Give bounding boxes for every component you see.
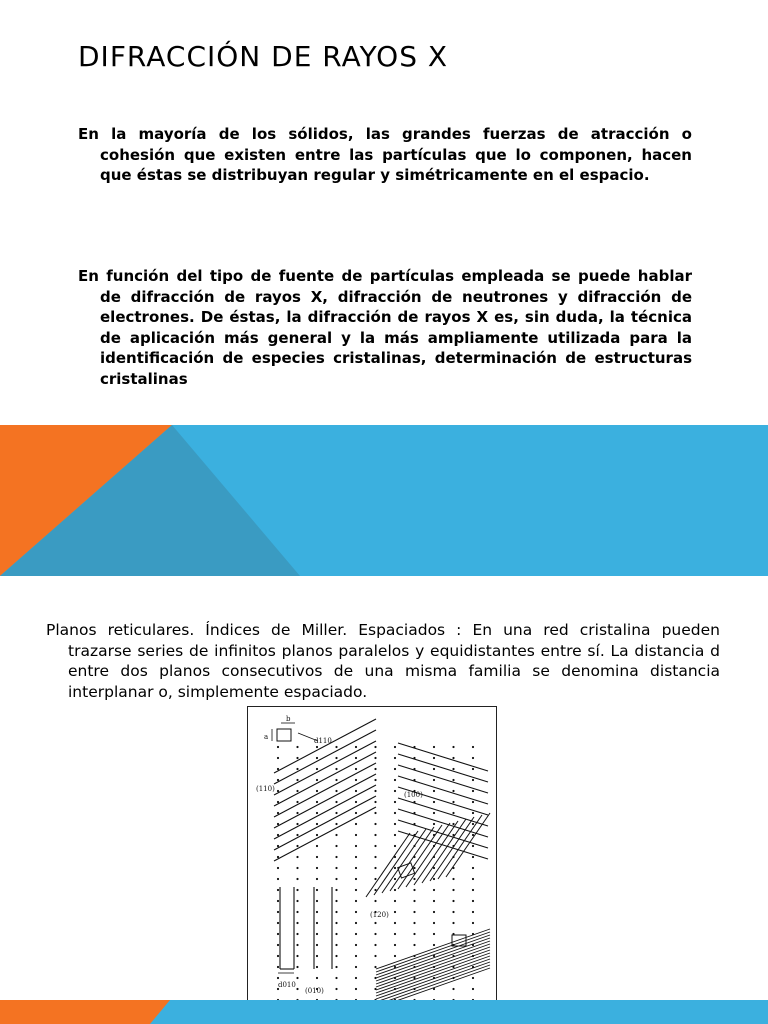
lattice-point [355, 790, 357, 792]
lattice-point [277, 845, 279, 847]
lattice-point [472, 900, 474, 902]
lattice-point [335, 757, 337, 759]
lattice-point [374, 768, 376, 770]
lattice-point [452, 878, 454, 880]
lattice-point [335, 746, 337, 748]
lattice-point [296, 834, 298, 836]
lattice-point [413, 900, 415, 902]
lattice-point [394, 955, 396, 957]
lattice-point [316, 933, 318, 935]
lattice-point [277, 746, 279, 748]
lattice-point [316, 779, 318, 781]
lattice-point [355, 988, 357, 990]
lattice-point [374, 933, 376, 935]
lattice-point [316, 856, 318, 858]
lattice-point [472, 856, 474, 858]
lattice-point [335, 867, 337, 869]
label-010: (010) [305, 987, 324, 995]
lattice-point [316, 922, 318, 924]
plane-120-line [398, 825, 442, 889]
lattice-point [296, 878, 298, 880]
lattice-point [374, 757, 376, 759]
lattice-point [394, 922, 396, 924]
lattice-point [472, 790, 474, 792]
lattice-point [296, 933, 298, 935]
lattice-point [316, 911, 318, 913]
plane-120-line [438, 815, 482, 879]
lattice-point [355, 911, 357, 913]
lattice-point [394, 746, 396, 748]
lattice-point [316, 823, 318, 825]
decorative-bottom-band [0, 1000, 768, 1024]
lattice-point [355, 977, 357, 979]
lattice-point [355, 768, 357, 770]
lattice-point [335, 834, 337, 836]
lattice-point [472, 812, 474, 814]
lattice-point [394, 900, 396, 902]
lattice-point [374, 878, 376, 880]
planes-320-lines [376, 929, 490, 1008]
lattice-point [472, 922, 474, 924]
lattice-point [277, 834, 279, 836]
lattice-point [335, 977, 337, 979]
lattice-point [277, 768, 279, 770]
lattice-point [316, 900, 318, 902]
lattice-point [374, 856, 376, 858]
planes-100-lines [398, 743, 488, 859]
lattice-point [374, 900, 376, 902]
plane-110-line [274, 796, 376, 850]
lattice-point [316, 878, 318, 880]
plane-110-line [274, 774, 376, 828]
lattice-point [355, 757, 357, 759]
lattice-point [394, 757, 396, 759]
lattice-point [472, 746, 474, 748]
lattice-point [355, 966, 357, 968]
lattice-point [316, 834, 318, 836]
lattice-point [277, 779, 279, 781]
lattice-point [296, 768, 298, 770]
lattice-point [296, 757, 298, 759]
lattice-point [335, 944, 337, 946]
lattice-point [452, 922, 454, 924]
lattice-point [355, 856, 357, 858]
lattice-point [355, 944, 357, 946]
lattice-point [452, 779, 454, 781]
lattice-point [335, 922, 337, 924]
lattice-point [296, 955, 298, 957]
lattice-point [433, 790, 435, 792]
lattice-point [394, 845, 396, 847]
lattice-point [433, 889, 435, 891]
lattice-point [316, 801, 318, 803]
lattice-point [374, 944, 376, 946]
plane-100-line [398, 776, 488, 804]
lattice-point [335, 845, 337, 847]
label-110: (110) [256, 785, 275, 793]
lattice-point [335, 955, 337, 957]
lattice-point [394, 867, 396, 869]
lattice-point [452, 911, 454, 913]
lattice-point [335, 768, 337, 770]
lattice-point [452, 900, 454, 902]
label-b: b [286, 715, 291, 723]
lattice-point [413, 911, 415, 913]
lattice-point [277, 955, 279, 957]
unit-cell-middle [398, 863, 415, 878]
lattice-point [394, 801, 396, 803]
miller-planes-caption: Planos reticulares. Índices de Miller. Espaciados : En una red cristalina pueden trazarse series de infinitos planos paralelos y equidistantes entre sí. La distancia d entre dos planos consecutivos de una misma familia se denomina distancia interplanar o, simplemente espaciado. [46, 621, 720, 701]
lattice-point [452, 757, 454, 759]
lattice-point [355, 834, 357, 836]
lattice-point [394, 823, 396, 825]
lattice-point [433, 922, 435, 924]
lattice-point [277, 878, 279, 880]
lattice-point [296, 944, 298, 946]
lattice-point [277, 911, 279, 913]
lattice-point [472, 911, 474, 913]
lattice-point [277, 933, 279, 935]
lattice-point [374, 845, 376, 847]
lattice-point [394, 933, 396, 935]
lattice-point [452, 889, 454, 891]
lattice-point [277, 966, 279, 968]
lattice-point [433, 768, 435, 770]
plane-120-line [414, 821, 458, 885]
plane-120-line [366, 833, 410, 897]
planes-010-lines [280, 887, 332, 969]
plane-320-line [376, 929, 490, 969]
lattice-point [394, 878, 396, 880]
lattice-point [296, 779, 298, 781]
lattice-point [452, 823, 454, 825]
lattice-point [277, 977, 279, 979]
lattice-point [374, 746, 376, 748]
lattice-point [472, 889, 474, 891]
label-120: (120) [370, 911, 389, 919]
lattice-point [394, 944, 396, 946]
lattice-point [433, 757, 435, 759]
plane-120-line [430, 817, 474, 881]
lattice-point [355, 878, 357, 880]
lattice-point [472, 845, 474, 847]
lattice-point [296, 966, 298, 968]
lattice-point [277, 790, 279, 792]
plane-120-line [390, 827, 434, 891]
plane-110-line [274, 807, 376, 861]
lattice-point [433, 878, 435, 880]
lattice-point [296, 823, 298, 825]
label-100: (100) [404, 791, 423, 799]
plane-320-line [376, 962, 490, 1002]
plane-110-line [274, 763, 376, 817]
lattice-point [472, 977, 474, 979]
lattice-point [374, 801, 376, 803]
lattice-point [335, 911, 337, 913]
plane-110-line [274, 741, 376, 795]
lattice-point [316, 845, 318, 847]
label-d110: d110 [314, 737, 332, 745]
lattice-point [296, 911, 298, 913]
lattice-point [394, 889, 396, 891]
lattice-point [316, 966, 318, 968]
lattice-point [335, 812, 337, 814]
lattice-point [355, 845, 357, 847]
paragraph-diffraction-types: En función del tipo de fuente de partículas empleada se puede hablar de difracción de rayos X, difracción de neutrones y difracción de electrones. De éstas, la difracción de rayos X es, sin duda, la técnica de aplicación más general y la más ampliamente utilizada para la identificación de especies cristalinas, determinación de estructuras cristalinas [78, 267, 692, 388]
lattice-point [472, 757, 474, 759]
unit-cell-top [277, 729, 291, 741]
plane-110-line [274, 785, 376, 839]
lattice-point [472, 801, 474, 803]
lattice-point [277, 900, 279, 902]
lattice-point [296, 790, 298, 792]
lattice-point [296, 856, 298, 858]
lattice-diagram [248, 707, 496, 1019]
lattice-point [355, 933, 357, 935]
lattice-point [394, 834, 396, 836]
lattice-point [394, 768, 396, 770]
lattice-point [374, 790, 376, 792]
lattice-point [433, 823, 435, 825]
plane-320-line [376, 938, 490, 978]
lattice-point [433, 801, 435, 803]
lattice-point [452, 988, 454, 990]
lattice-point [316, 889, 318, 891]
lattice-point [296, 922, 298, 924]
lattice-point [394, 779, 396, 781]
slide-title: DIFRACCIÓN DE RAYOS X [78, 40, 449, 73]
lattice-point [355, 867, 357, 869]
lattice-point [355, 922, 357, 924]
plane-120-line [422, 819, 466, 883]
lattice-point [433, 911, 435, 913]
lattice-point [413, 944, 415, 946]
lattice-point [316, 944, 318, 946]
lattice-point [413, 867, 415, 869]
lattice-point [374, 867, 376, 869]
lattice-point [316, 768, 318, 770]
lattice-point [316, 867, 318, 869]
lattice-point [277, 922, 279, 924]
lattice-point [296, 746, 298, 748]
plane-110-line [274, 752, 376, 806]
label-d010: d010 [278, 981, 296, 989]
lattice-point [335, 823, 337, 825]
lattice-point [277, 812, 279, 814]
lattice-point [335, 966, 337, 968]
lattice-point [335, 889, 337, 891]
lattice-point [355, 801, 357, 803]
lattice-point [355, 955, 357, 957]
plane-100-line [398, 798, 488, 826]
lattice-point [413, 922, 415, 924]
lattice-point [316, 790, 318, 792]
decorative-band [0, 425, 768, 576]
lattice-point [413, 933, 415, 935]
lattice-point [394, 911, 396, 913]
lattice-point [335, 801, 337, 803]
lattice-point [472, 779, 474, 781]
lattice-point [413, 889, 415, 891]
lattice-point [316, 977, 318, 979]
plane-100-line [398, 765, 488, 793]
lattice-point [472, 988, 474, 990]
lattice-point [296, 812, 298, 814]
label-a: a [264, 733, 269, 741]
lattice-point [374, 955, 376, 957]
paragraph-cohesion: En la mayoría de los sólidos, las grandes fuerzas de atracción o cohesión que existen entre las partículas que lo componen, hacen que éstas se distribuyan regular y simétricamente en el espacio. [78, 125, 692, 185]
lattice-planes-figure [247, 706, 497, 1020]
lattice-point [374, 966, 376, 968]
lattice-point [355, 779, 357, 781]
plane-320-line [376, 941, 490, 981]
lattice-point [277, 867, 279, 869]
lattice-point [472, 867, 474, 869]
lattice-point [472, 878, 474, 880]
lattice-point [413, 878, 415, 880]
lattice-point [452, 812, 454, 814]
lattice-point [335, 856, 337, 858]
lattice-point [316, 757, 318, 759]
lattice-point [374, 779, 376, 781]
lattice-point [277, 856, 279, 858]
lattice-point [452, 790, 454, 792]
lattice-point [277, 889, 279, 891]
plane-120-line [382, 829, 426, 893]
lattice-point [433, 944, 435, 946]
lattice-point [374, 834, 376, 836]
plane-120-line [446, 813, 490, 877]
lattice-point [374, 812, 376, 814]
lattice-point [296, 845, 298, 847]
lattice-point [472, 768, 474, 770]
lattice-point [316, 955, 318, 957]
bottom-band-orange [0, 1000, 170, 1024]
lattice-point [355, 812, 357, 814]
lattice-point [277, 823, 279, 825]
lattice-point [335, 933, 337, 935]
lattice-point [335, 790, 337, 792]
lattice-point [452, 768, 454, 770]
lattice-point [316, 746, 318, 748]
plane-320-line [376, 953, 490, 993]
lattice-point [433, 900, 435, 902]
lattice-point [374, 922, 376, 924]
lattice-point [335, 900, 337, 902]
lattice-point [335, 988, 337, 990]
lattice-point [296, 988, 298, 990]
plane-100-line [398, 743, 488, 771]
lattice-point [433, 812, 435, 814]
lattice-point [355, 746, 357, 748]
lattice-point [277, 944, 279, 946]
lattice-point [296, 900, 298, 902]
lattice-point [472, 823, 474, 825]
lattice-point [335, 779, 337, 781]
lattice-point [277, 801, 279, 803]
lattice-point [433, 779, 435, 781]
lattice-point [433, 933, 435, 935]
lattice-point [394, 812, 396, 814]
lattice-point [433, 746, 435, 748]
lattice-point [296, 977, 298, 979]
lattice-point [452, 801, 454, 803]
lattice-point [316, 812, 318, 814]
plane-100-line [398, 754, 488, 782]
lattice-point [452, 746, 454, 748]
lattice-point [355, 823, 357, 825]
lattice-point [335, 878, 337, 880]
lattice-point [394, 790, 396, 792]
plane-120-line [406, 823, 450, 887]
lattice-point [296, 889, 298, 891]
lattice-point [277, 757, 279, 759]
lattice-point [355, 900, 357, 902]
planes-120-lines [366, 813, 490, 897]
plane-110-line [274, 719, 376, 773]
lattice-point [296, 867, 298, 869]
lattice-point [296, 801, 298, 803]
lattice-point [374, 823, 376, 825]
lattice-point [355, 889, 357, 891]
lattice-point [374, 889, 376, 891]
